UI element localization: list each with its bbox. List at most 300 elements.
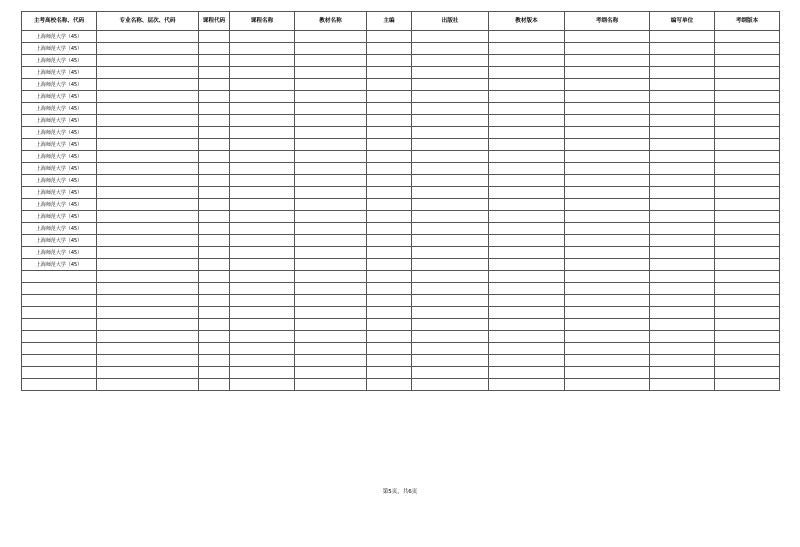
column-header: 主编 [367,12,412,31]
course-table [21,11,780,391]
cell-syllabus-ver [715,31,780,43]
cell-editor [367,31,412,43]
cell-edition [489,163,565,175]
cell-textbook [295,163,367,175]
cell-major [97,103,199,115]
cell-course [230,175,295,187]
cell-course [230,31,295,43]
cell-editor [367,283,412,295]
cell-course [230,163,295,175]
table-row [22,271,780,283]
cell-author-unit [650,247,715,259]
cell-syllabus-ver [715,199,780,211]
cell-syllabus-ver [715,367,780,379]
cell-course [230,103,295,115]
cell-syllabus [565,79,650,91]
cell-syllabus [565,115,650,127]
cell-publisher [412,103,489,115]
cell-syllabus [565,199,650,211]
cell-editor [367,271,412,283]
cell-author-unit [650,151,715,163]
cell-edition [489,259,565,271]
cell-author-unit [650,79,715,91]
cell-editor [367,79,412,91]
cell-syllabus [565,355,650,367]
cell-major [97,127,199,139]
cell-edition [489,55,565,67]
cell-syllabus [565,91,650,103]
cell-publisher [412,295,489,307]
cell-school [22,367,97,379]
cell-publisher [412,163,489,175]
table-row [22,319,780,331]
cell-course [230,331,295,343]
cell-major [97,247,199,259]
cell-syllabus [565,211,650,223]
cell-textbook [295,355,367,367]
cell-syllabus [565,55,650,67]
cell-school: 上海师范大学（45） [22,115,97,127]
cell-editor [367,355,412,367]
cell-edition [489,343,565,355]
cell-school: 上海师范大学（45） [22,187,97,199]
cell-course [230,127,295,139]
cell-school: 上海师范大学（45） [22,223,97,235]
cell-syllabus [565,223,650,235]
table-row [22,91,780,103]
table-body [22,31,780,391]
cell-syllabus-ver [715,355,780,367]
cell-code [199,151,230,163]
cell-syllabus-ver [715,271,780,283]
cell-school: 上海师范大学（45） [22,127,97,139]
cell-major [97,295,199,307]
cell-author-unit [650,67,715,79]
cell-code [199,79,230,91]
cell-textbook [295,175,367,187]
cell-school: 上海师范大学（45） [22,67,97,79]
cell-publisher [412,247,489,259]
cell-school [22,355,97,367]
table-row [22,127,780,139]
cell-code [199,67,230,79]
cell-syllabus-ver [715,331,780,343]
cell-code [199,31,230,43]
cell-editor [367,343,412,355]
cell-major [97,223,199,235]
cell-syllabus [565,271,650,283]
cell-author-unit [650,331,715,343]
cell-code [199,91,230,103]
cell-editor [367,331,412,343]
cell-school: 上海师范大学（45） [22,211,97,223]
cell-major [97,43,199,55]
cell-major [97,343,199,355]
cell-course [230,259,295,271]
cell-syllabus-ver [715,115,780,127]
cell-syllabus [565,283,650,295]
cell-author-unit [650,343,715,355]
cell-textbook [295,31,367,43]
cell-major [97,151,199,163]
cell-author-unit [650,235,715,247]
cell-textbook [295,271,367,283]
cell-code [199,355,230,367]
cell-author-unit [650,307,715,319]
cell-editor [367,139,412,151]
cell-syllabus [565,151,650,163]
cell-author-unit [650,319,715,331]
cell-syllabus [565,139,650,151]
cell-editor [367,103,412,115]
cell-school [22,379,97,391]
table-row [22,367,780,379]
cell-publisher [412,259,489,271]
cell-edition [489,199,565,211]
cell-major [97,379,199,391]
cell-syllabus-ver [715,127,780,139]
cell-textbook [295,139,367,151]
cell-textbook [295,283,367,295]
cell-editor [367,43,412,55]
cell-school: 上海师范大学（45） [22,55,97,67]
cell-syllabus [565,247,650,259]
cell-course [230,319,295,331]
cell-textbook [295,211,367,223]
cell-publisher [412,79,489,91]
table-row [22,163,780,175]
table-row [22,79,780,91]
cell-edition [489,151,565,163]
cell-author-unit [650,139,715,151]
cell-editor [367,163,412,175]
cell-syllabus [565,367,650,379]
cell-school: 上海师范大学（45） [22,31,97,43]
cell-syllabus [565,259,650,271]
cell-syllabus-ver [715,79,780,91]
cell-syllabus-ver [715,211,780,223]
cell-syllabus-ver [715,175,780,187]
cell-publisher [412,271,489,283]
cell-course [230,367,295,379]
cell-author-unit [650,259,715,271]
cell-syllabus-ver [715,103,780,115]
table-row [22,379,780,391]
cell-school: 上海师范大学（45） [22,163,97,175]
cell-syllabus-ver [715,151,780,163]
cell-edition [489,91,565,103]
cell-major [97,55,199,67]
cell-editor [367,319,412,331]
cell-author-unit [650,379,715,391]
cell-syllabus-ver [715,67,780,79]
cell-course [230,187,295,199]
cell-syllabus [565,67,650,79]
table-row [22,139,780,151]
column-header: 课程名称 [230,12,295,31]
cell-code [199,379,230,391]
cell-edition [489,379,565,391]
cell-syllabus-ver [715,223,780,235]
cell-publisher [412,139,489,151]
table-row [22,295,780,307]
column-header: 考纲版本 [715,12,780,31]
cell-syllabus [565,127,650,139]
cell-school: 上海师范大学（45） [22,91,97,103]
cell-edition [489,355,565,367]
cell-publisher [412,307,489,319]
column-header: 专业名称、层次、代码 [97,12,199,31]
cell-publisher [412,211,489,223]
cell-publisher [412,367,489,379]
table-row [22,115,780,127]
cell-textbook [295,67,367,79]
cell-edition [489,247,565,259]
cell-publisher [412,43,489,55]
column-header: 编写单位 [650,12,715,31]
cell-major [97,67,199,79]
cell-publisher [412,355,489,367]
cell-publisher [412,115,489,127]
table-row [22,247,780,259]
cell-textbook [295,223,367,235]
cell-edition [489,127,565,139]
cell-major [97,331,199,343]
cell-school: 上海师范大学（45） [22,139,97,151]
cell-major [97,355,199,367]
cell-edition [489,67,565,79]
cell-edition [489,307,565,319]
cell-major [97,91,199,103]
cell-textbook [295,103,367,115]
cell-edition [489,43,565,55]
cell-code [199,211,230,223]
cell-textbook [295,343,367,355]
cell-course [230,79,295,91]
cell-author-unit [650,367,715,379]
cell-textbook [295,235,367,247]
cell-author-unit [650,43,715,55]
table-row [22,187,780,199]
cell-code [199,55,230,67]
cell-editor [367,91,412,103]
table-row [22,223,780,235]
cell-syllabus [565,295,650,307]
cell-publisher [412,151,489,163]
cell-code [199,127,230,139]
cell-major [97,31,199,43]
cell-course [230,223,295,235]
cell-major [97,175,199,187]
cell-syllabus [565,43,650,55]
table-row [22,199,780,211]
cell-author-unit [650,211,715,223]
cell-course [230,271,295,283]
cell-syllabus [565,163,650,175]
table-row [22,103,780,115]
cell-editor [367,247,412,259]
cell-code [199,163,230,175]
cell-textbook [295,247,367,259]
cell-editor [367,187,412,199]
cell-editor [367,211,412,223]
cell-syllabus [565,343,650,355]
cell-syllabus-ver [715,379,780,391]
cell-publisher [412,223,489,235]
cell-publisher [412,235,489,247]
cell-edition [489,187,565,199]
cell-syllabus-ver [715,283,780,295]
cell-course [230,67,295,79]
column-header: 主考高校名称、代码 [22,12,97,31]
cell-editor [367,199,412,211]
table-row [22,175,780,187]
cell-school [22,283,97,295]
cell-publisher [412,343,489,355]
cell-publisher [412,31,489,43]
cell-code [199,343,230,355]
table-row [22,355,780,367]
cell-editor [367,55,412,67]
cell-author-unit [650,175,715,187]
cell-author-unit [650,355,715,367]
cell-textbook [295,319,367,331]
cell-major [97,307,199,319]
cell-course [230,151,295,163]
cell-code [199,259,230,271]
cell-edition [489,79,565,91]
cell-edition [489,367,565,379]
cell-syllabus [565,187,650,199]
cell-major [97,259,199,271]
cell-textbook [295,259,367,271]
cell-school: 上海师范大学（45） [22,235,97,247]
column-header: 课程代码 [199,12,230,31]
cell-syllabus-ver [715,139,780,151]
cell-course [230,283,295,295]
cell-code [199,295,230,307]
cell-edition [489,103,565,115]
cell-major [97,211,199,223]
cell-publisher [412,331,489,343]
cell-school [22,319,97,331]
cell-textbook [295,43,367,55]
cell-textbook [295,379,367,391]
cell-code [199,367,230,379]
cell-course [230,115,295,127]
cell-major [97,271,199,283]
cell-code [199,187,230,199]
cell-textbook [295,127,367,139]
cell-syllabus [565,31,650,43]
page-footer: 第5页，共6页 [382,489,418,495]
cell-syllabus-ver [715,91,780,103]
cell-code [199,283,230,295]
cell-school [22,307,97,319]
cell-author-unit [650,103,715,115]
cell-course [230,355,295,367]
cell-textbook [295,307,367,319]
cell-editor [367,127,412,139]
cell-course [230,379,295,391]
table-row [22,235,780,247]
cell-syllabus-ver [715,163,780,175]
cell-syllabus [565,319,650,331]
table-row [22,211,780,223]
cell-school: 上海师范大学（45） [22,247,97,259]
cell-editor [367,235,412,247]
cell-editor [367,259,412,271]
cell-school: 上海师范大学（45） [22,259,97,271]
table-row [22,67,780,79]
cell-edition [489,235,565,247]
cell-syllabus [565,307,650,319]
cell-publisher [412,91,489,103]
cell-author-unit [650,127,715,139]
cell-school: 上海师范大学（45） [22,175,97,187]
cell-major [97,199,199,211]
cell-editor [367,379,412,391]
cell-syllabus-ver [715,259,780,271]
cell-syllabus [565,235,650,247]
column-header: 教材名称 [295,12,367,31]
cell-major [97,163,199,175]
cell-syllabus-ver [715,55,780,67]
cell-author-unit [650,163,715,175]
cell-author-unit [650,295,715,307]
cell-author-unit [650,115,715,127]
table-header-row [22,12,780,31]
cell-code [199,103,230,115]
cell-author-unit [650,271,715,283]
table-row [22,283,780,295]
table-row [22,31,780,43]
cell-publisher [412,319,489,331]
column-header: 教材版本 [489,12,565,31]
cell-publisher [412,67,489,79]
cell-code [199,307,230,319]
cell-course [230,91,295,103]
column-header: 出版社 [412,12,489,31]
cell-edition [489,175,565,187]
cell-code [199,175,230,187]
cell-course [230,307,295,319]
cell-code [199,43,230,55]
cell-syllabus [565,379,650,391]
cell-school [22,343,97,355]
cell-course [230,235,295,247]
cell-major [97,79,199,91]
cell-edition [489,319,565,331]
cell-code [199,331,230,343]
cell-textbook [295,55,367,67]
cell-edition [489,331,565,343]
cell-author-unit [650,187,715,199]
cell-school: 上海师范大学（45） [22,103,97,115]
cell-major [97,115,199,127]
cell-author-unit [650,31,715,43]
cell-code [199,319,230,331]
cell-course [230,211,295,223]
cell-editor [367,307,412,319]
cell-editor [367,367,412,379]
cell-major [97,367,199,379]
cell-course [230,199,295,211]
cell-publisher [412,175,489,187]
cell-edition [489,115,565,127]
cell-code [199,247,230,259]
cell-textbook [295,91,367,103]
